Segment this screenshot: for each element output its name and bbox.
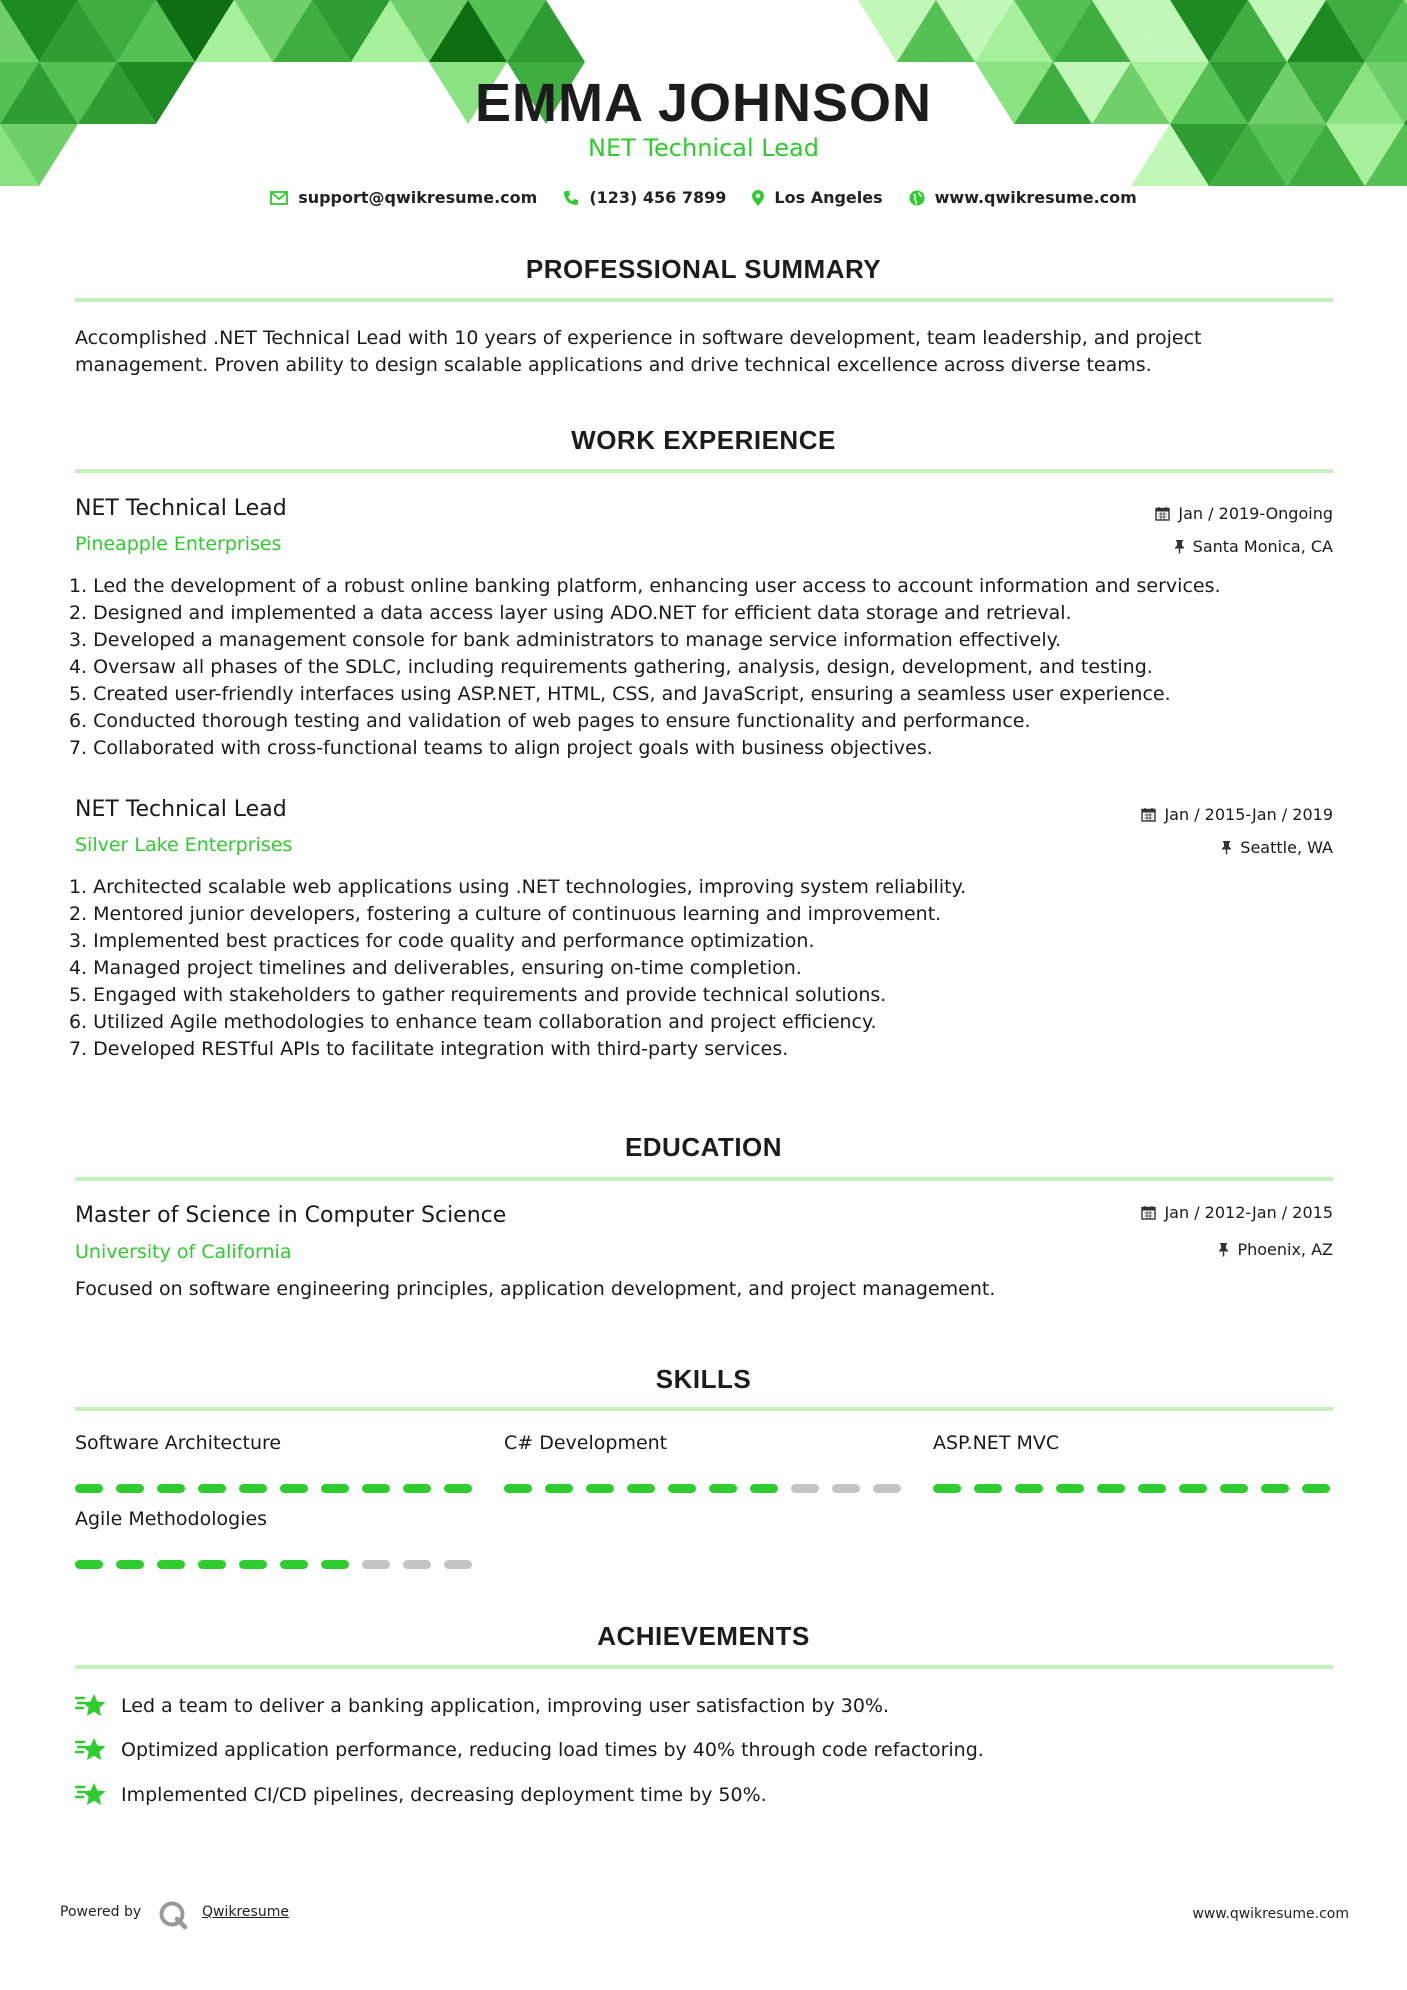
candidate-name: EMMA JOHNSON [474, 73, 933, 133]
job-bullet: 5. Created user-friendly interfaces using ASP.NET, HTML, CSS, and JavaScript, ensuring a seamless user experience. [69, 683, 1171, 705]
job-bullet: 6. Utilized Agile methodologies to enhance team collaboration and project efficiency. [69, 1011, 877, 1033]
contact-location [752, 188, 882, 207]
contact-email[interactable] [270, 188, 537, 207]
skill-level-dash [444, 1484, 472, 1493]
achievement-text: Optimized application performance, reducing load times by 40% through code refactoring. [121, 1739, 984, 1761]
skill-level-dash [545, 1484, 573, 1493]
contact-email-text: support@qwikresume.com [298, 188, 538, 207]
skill-level-dash [1261, 1484, 1289, 1493]
job-bullet: 1. Led the development of a robust online banking platform, enhancing user access to account information and services. [69, 575, 1221, 597]
skill-level-dash [627, 1484, 655, 1493]
job-location-text: Santa Monica, CA [1192, 537, 1333, 556]
footer-powered-by: Powered by [60, 1904, 142, 1920]
skill-level-dash [1302, 1484, 1330, 1493]
achievement-text: Led a team to deliver a banking application, improving user satisfaction by 30%. [121, 1695, 890, 1717]
education-dates [1141, 1203, 1333, 1222]
skill-level-bar [504, 1484, 904, 1493]
contact-phone[interactable] [563, 188, 726, 207]
skill-name: ASP.NET MVC [933, 1432, 1060, 1454]
skill-level-dash [239, 1484, 267, 1493]
job-company: Silver Lake Enterprises [75, 834, 293, 856]
skill-level-dash [116, 1484, 144, 1493]
achievement-item [75, 1736, 984, 1764]
skill-name: Software Architecture [75, 1432, 282, 1454]
skill-level-dash [1220, 1484, 1248, 1493]
skill-level-dash [157, 1560, 185, 1569]
job-dates [1155, 504, 1333, 523]
achievements-divider [75, 1665, 1333, 1669]
skill-level-dash [1015, 1484, 1043, 1493]
skill-level-bar [933, 1484, 1333, 1493]
contact-website-text: www.qwikresume.com [934, 188, 1137, 207]
skill-level-dash [198, 1484, 226, 1493]
skill-level-dash [933, 1484, 961, 1493]
skill-level-dash [1138, 1484, 1166, 1493]
job-bullet: 6. Conducted thorough testing and validation of web pages to ensure functionality and performance. [69, 710, 1031, 732]
job-bullets [69, 874, 966, 1063]
job-title: NET Technical Lead [75, 496, 287, 521]
summary-divider [75, 298, 1333, 302]
map-pin-icon [752, 190, 764, 206]
job-bullets [69, 573, 1221, 762]
job-bullet: 3. Implemented best practices for code quality and performance optimization. [69, 930, 815, 952]
skill-level-dash [873, 1484, 901, 1493]
job-location [1221, 838, 1333, 857]
skill-level-dash [321, 1560, 349, 1569]
skill-level-dash [75, 1484, 103, 1493]
job-bullet: 5. Engaged with stakeholders to gather requirements and provide technical solutions. [69, 984, 887, 1006]
education-location-text: Phoenix, AZ [1237, 1240, 1333, 1259]
education-school: University of California [75, 1241, 292, 1263]
skill-item [504, 1432, 904, 1493]
achievements-heading: ACHIEVEMENTS [597, 1621, 810, 1651]
star-icon [75, 1692, 107, 1720]
skill-level-dash [280, 1560, 308, 1569]
job-bullet: 4. Managed project timelines and deliverables, ensuring on-time completion. [69, 957, 802, 979]
skill-level-dash [750, 1484, 778, 1493]
job-title: NET Technical Lead [75, 797, 287, 822]
education-description: Focused on software engineering principles, application development, and project management. [75, 1278, 996, 1300]
skill-level-bar [75, 1560, 475, 1569]
skill-name: C# Development [504, 1432, 668, 1454]
phone-icon [563, 190, 579, 206]
contact-website[interactable] [909, 188, 1137, 207]
footer-website-link[interactable]: www.qwikresume.com [1192, 1906, 1349, 1922]
skill-level-dash [75, 1560, 103, 1569]
education-degree: Master of Science in Computer Science [75, 1203, 507, 1228]
skill-level-dash [157, 1484, 185, 1493]
skills-divider [75, 1407, 1333, 1411]
calendar-icon [1141, 1205, 1156, 1220]
qwikresume-logo-icon [158, 1900, 188, 1930]
star-icon [75, 1736, 107, 1764]
skill-level-dash [116, 1560, 144, 1569]
candidate-title: NET Technical Lead [588, 134, 819, 162]
contact-bar [0, 188, 1407, 207]
achievement-text: Implemented CI/CD pipelines, decreasing deployment time by 50%. [121, 1784, 767, 1806]
job-bullet: 2. Mentored junior developers, fostering a culture of continuous learning and improvement. [69, 903, 942, 925]
summary-heading: PROFESSIONAL SUMMARY [525, 254, 882, 284]
education-heading: EDUCATION [624, 1132, 783, 1162]
star-icon [75, 1781, 107, 1809]
skill-level-dash [504, 1484, 532, 1493]
skill-level-dash [974, 1484, 1002, 1493]
achievement-item [75, 1781, 767, 1809]
job-dates-text: Jan / 2015-Jan / 2019 [1164, 805, 1333, 824]
skill-level-dash [1179, 1484, 1207, 1493]
skill-level-dash [832, 1484, 860, 1493]
job-bullet: 3. Developed a management console for bank administrators to manage service information effectively. [69, 629, 1062, 651]
experience-divider [75, 469, 1333, 473]
skill-level-bar [75, 1484, 475, 1493]
skill-level-dash [403, 1560, 431, 1569]
education-location [1218, 1240, 1333, 1259]
skill-level-dash [586, 1484, 614, 1493]
skill-level-dash [321, 1484, 349, 1493]
job-dates [1141, 805, 1333, 824]
skill-level-dash [362, 1560, 390, 1569]
pushpin-icon [1221, 840, 1232, 855]
experience-heading: WORK EXPERIENCE [571, 425, 836, 455]
job-bullet: 4. Oversaw all phases of the SDLC, including requirements gathering, analysis, design, development, and testing. [69, 656, 1153, 678]
job-bullet: 1. Architected scalable web applications using .NET technologies, improving system reliability. [69, 876, 967, 898]
skill-level-dash [668, 1484, 696, 1493]
education-divider [75, 1177, 1333, 1181]
skill-level-dash [403, 1484, 431, 1493]
job-location-text: Seattle, WA [1240, 838, 1333, 857]
calendar-icon [1141, 807, 1156, 822]
skill-level-dash [1056, 1484, 1084, 1493]
skills-heading: SKILLS [655, 1364, 752, 1394]
job-company: Pineapple Enterprises [75, 533, 282, 555]
skill-level-dash [280, 1484, 308, 1493]
skill-level-dash [198, 1560, 226, 1569]
envelope-icon [270, 191, 288, 205]
skill-item [75, 1432, 475, 1493]
summary-text: Accomplished .NET Technical Lead with 10 years of experience in software development, team leadership, and project management. Proven ability to design scalable applications and drive technical excellence across diverse teams. [75, 327, 1202, 376]
footer-brand-link[interactable]: Qwikresume [202, 1904, 289, 1920]
education-dates-text: Jan / 2012-Jan / 2015 [1164, 1203, 1333, 1222]
skill-level-dash [709, 1484, 737, 1493]
job-bullet: 7. Collaborated with cross-functional teams to align project goals with business objectives. [69, 737, 933, 759]
contact-phone-text: (123) 456 7899 [589, 188, 727, 207]
skill-level-dash [1097, 1484, 1125, 1493]
job-location [1174, 537, 1333, 556]
skill-level-dash [239, 1560, 267, 1569]
achievement-item [75, 1692, 889, 1720]
pushpin-icon [1218, 1242, 1229, 1257]
skill-item [933, 1432, 1333, 1493]
skill-name: Agile Methodologies [75, 1508, 268, 1530]
skill-level-dash [444, 1560, 472, 1569]
job-bullet: 2. Designed and implemented a data access layer using ADO.NET for efficient data storage and retrieval. [69, 602, 1072, 624]
calendar-icon [1155, 506, 1170, 521]
contact-location-text: Los Angeles [774, 188, 883, 207]
skill-level-dash [362, 1484, 390, 1493]
job-bullet: 7. Developed RESTful APIs to facilitate integration with third-party services. [69, 1038, 789, 1060]
skill-level-dash [791, 1484, 819, 1493]
pushpin-icon [1174, 539, 1185, 554]
skill-item [75, 1508, 475, 1569]
globe-icon [909, 190, 925, 206]
job-dates-text: Jan / 2019-Ongoing [1178, 504, 1333, 523]
